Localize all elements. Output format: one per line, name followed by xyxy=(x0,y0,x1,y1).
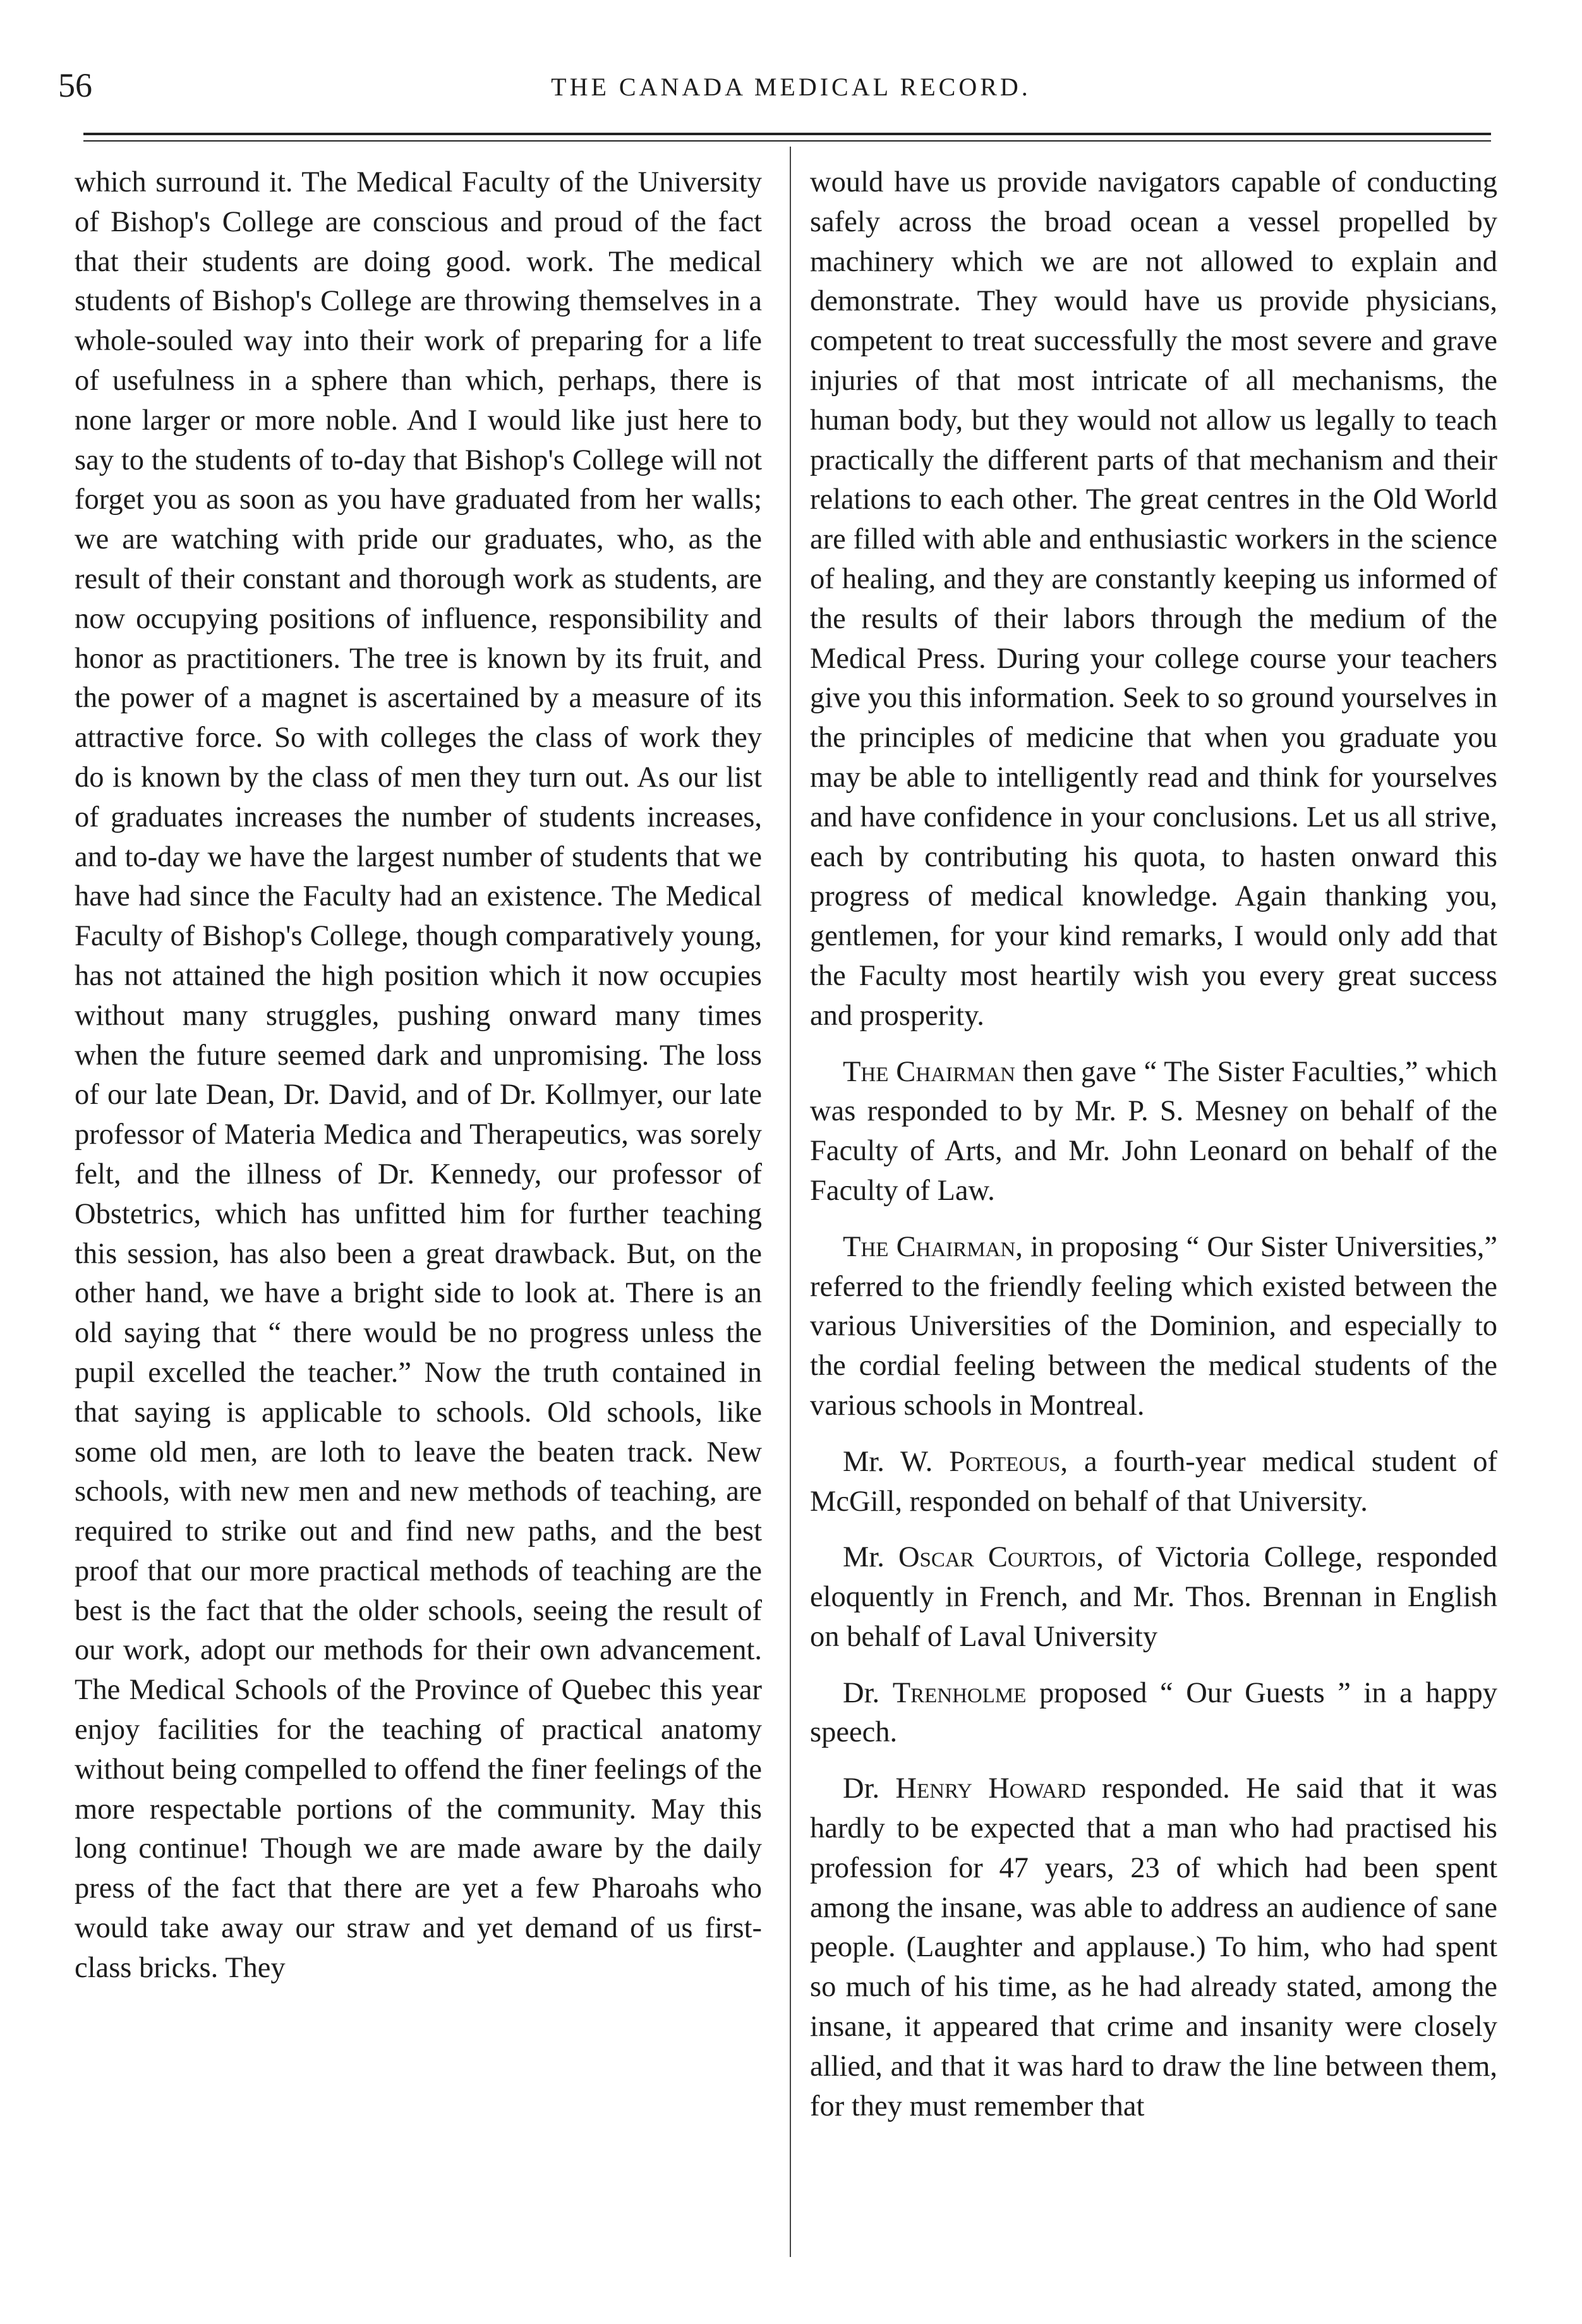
paragraph-text: then gave “ The Sister Faculties,” which was responded to by Mr. P. S. Mesney on behalf of the Faculty of Arts, and Mr. John Leonard on behalf of the Faculty of Law. xyxy=(810,1055,1498,1207)
paragraph-text: proposed “ Our Guests ” in a happy speech. xyxy=(810,1676,1497,1749)
speaker-prefix: Dr. xyxy=(843,1772,896,1805)
right-paragraph-5 xyxy=(810,1538,1497,1657)
header-rule-thin xyxy=(83,140,1491,142)
paragraph-text: , in proposing “ Our Sister Universities,” referred to the friendly feeling which existed between the various Universities of the Dominion, and especially to the cordial feeling between the medical students of the various schools in Montreal. xyxy=(810,1230,1497,1422)
speaker-name: The Chairman xyxy=(843,1230,1016,1263)
right-paragraph-7 xyxy=(810,1769,1497,2126)
speaker-name: The Chairman xyxy=(843,1055,1015,1088)
right-paragraph-3 xyxy=(810,1228,1497,1426)
running-head: THE CANADA MEDICAL RECORD. xyxy=(551,73,1031,101)
page-number: 56 xyxy=(58,66,92,104)
speaker-prefix: Dr. xyxy=(843,1676,893,1709)
right-paragraph-6 xyxy=(810,1674,1497,1753)
speaker-name: Porteous xyxy=(949,1445,1061,1478)
left-paragraph-1: which surround it. The Medical Faculty of the University of Bishop's College are conscious and proud of the fact that their students are doing good. work. The medical students of Bishop's College are throwing themselves in a whole-souled way into their work of preparing for a life of usefulness in a sphere than which, perhaps, there is none larger or more noble. And I would like just here to say to the students of to-day that Bishop's College will not forget you as soon as you have graduated from her walls; we are watching with pride our graduates, who, as the result of their constant and thorough work as students, are now occupying positions of influence, responsibility and honor as practitioners. The tree is known by its fruit, and the power of a magnet is ascertained by a measure of its attractive force. So with colleges the class of work they do is known by the class of men they turn out. As our list of graduates increases the number of students increases, and to-day we have the largest number of students that we have had since the Faculty had an existence. The Medical Faculty of Bishop's College, though comparatively young, has not attained the high position which it now occupies without many struggles, pushing onward many times when the future seemed dark and unpromising. The loss of our late Dean, Dr. David, and of Dr. Kollmyer, our late professor of Materia Medica and Therapeutics, was sorely felt, and the illness of Dr. Kennedy, our professor of Obstetrics, which has unfitted him for further teaching this session, has also been a great drawback. But, on the other hand, we have a bright side to look at. There is an old saying that “ there would be no progress unless the pupil excelled the teacher.” Now the truth contained in that saying is applicable to schools. Old schools, like some old men, are loth to leave the beaten track. New schools, with new men and new methods of teaching, are required to strike out and find new paths, and the best proof that our more practical methods of teaching are the best is the fact that the older schools, seeing the result of our work, adopt our methods for their own advancement. The Medical Schools of the Province of Quebec this year enjoy facilities for the teaching of practical anatomy without being compelled to offend the finer feelings of the more respectable portions of the community. May this long continue! Though we are made aware by the daily press of the fact that there are yet a few Pharoahs who would take away our straw and yet demand of us first-class bricks. They xyxy=(75,166,762,1984)
speaker-name: Trenholme xyxy=(892,1676,1027,1709)
right-paragraph-1: would have us provide navigators capable of conducting safely across the broad ocean a vessel propelled by machinery which we are not allowed to explain and demonstrate. They would have us provide physicians, competent to treat successfully the most severe and grave injuries of that most intricate of all mechanisms, the human body, but they would not allow us legally to teach practically the different parts of that mechanism and their relations to each other. The great centres in the Old World are filled with able and enthusiastic workers in the science of healing, and they are constantly keeping us informed of the results of their labors through the medium of the Medical Press. During your college course your teachers give you this information. Seek to so ground yourselves in the principles of medicine that when you graduate you may be able to intelligently read and think for yourselves and have confidence in your conclusions. Let us all strive, each by contributing his quota, to hasten onward this progress of medical knowledge. Again thanking you, gentlemen, for your kind remarks, I would only add that the Faculty most heartily wish you every great success and prosperity. xyxy=(810,166,1497,1032)
right-paragraph-2 xyxy=(810,1053,1497,1211)
paragraph-text: , a fourth-year medical student of McGill, responded on behalf of that University. xyxy=(810,1445,1497,1518)
right-column xyxy=(810,163,1497,2126)
speaker-name: Oscar Courtois xyxy=(898,1541,1097,1574)
header-rule-thick xyxy=(83,133,1491,135)
speaker-name: Henry Howard xyxy=(895,1772,1086,1805)
column-divider xyxy=(790,147,791,2257)
speaker-prefix: Mr. xyxy=(843,1541,898,1574)
paragraph-text: responded. He said that it was hardly to be expected that a man who had practised his profession for 47 years, 23 of which had been spent among the insane, was able to address an audience of sane people. (Laughter and applause.) To him, who had spent so much of his time, as he had already stated, among the insane, it appeared that crime and insanity were closely allied, and that it was hard to draw the line between them, for they must remember that xyxy=(810,1772,1498,2122)
left-column xyxy=(75,163,762,1988)
speaker-prefix: Mr. W. xyxy=(843,1445,950,1478)
right-paragraph-4 xyxy=(810,1443,1497,1522)
paragraph-text: , of Victoria College, responded eloquently in French, and Mr. Thos. Brennan in English on behalf of Laval University xyxy=(810,1541,1498,1653)
